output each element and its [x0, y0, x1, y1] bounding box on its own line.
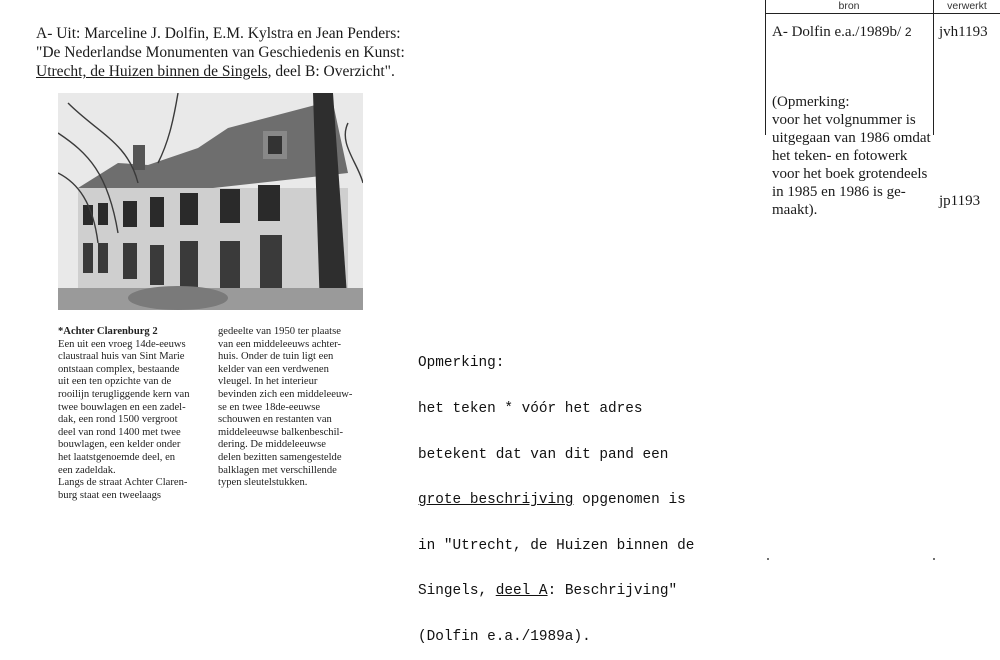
bron-value: A- Dolfin e.a./1989b/ — [772, 24, 902, 40]
source-citation — [36, 24, 456, 81]
source-title-underlined: Utrecht, de Huizen binnen de Singels — [36, 63, 268, 80]
note-line-4 — [418, 493, 718, 508]
stray-mark-right — [933, 558, 935, 560]
stray-mark-left — [767, 558, 769, 560]
note-line-1: Opmerking: — [418, 355, 505, 372]
note-line-6-rest: : Beschrijving" — [547, 583, 678, 600]
note-line-3: betekent dat van dit pand een — [418, 446, 669, 463]
caption-title: *Achter Clarenburg 2 — [58, 326, 158, 337]
header-bron: bron — [838, 0, 860, 12]
typed-note — [418, 326, 718, 660]
caption-text-1: Een uit een vroeg 14de-eeuws claustraal huis van Sint Marie ontstaan complex, bestaande uit een ten opzichte van de rooilijn terugliggende kern van twee bouwlagen en een zadel- dak, een rond 1500 vergroot deel van rond 1400 met twee bouwlagen, een kelder onder het laatstgenoemde deel, en een zadeldak. Langs de straat Achter Claren- burg staat een tweelaags — [58, 338, 190, 501]
note-line-6-start: Singels, — [418, 583, 496, 600]
note-line-6 — [418, 584, 718, 599]
note-line-4-rest: opgenomen is — [573, 492, 686, 509]
house-photo-icon — [58, 93, 363, 310]
source-line-2: "De Nederlandse Monumenten van Geschiedenis en Kunst: — [36, 44, 405, 61]
source-line-3 — [36, 62, 456, 81]
table-remark: (Opmerking: voor het volgnummer is uitgegaan van 1986 omdat het teken- en fotowerk voor het boek grotendeels in 1985 en 1986 is ge- maakt). — [772, 94, 931, 218]
bron-cell — [772, 23, 912, 41]
source-line-3-rest: , deel B: Overzicht". — [267, 63, 395, 80]
source-table — [765, 0, 1000, 270]
note-line-2: het teken * vóór het adres — [418, 401, 643, 418]
caption-column-1 — [58, 326, 208, 502]
note-underlined-deel: deel A — [495, 583, 548, 600]
house-photo — [58, 93, 363, 310]
verwerkt-value: jvh1193 — [939, 24, 988, 40]
note-line-7: (Dolfin e.a./1989a). — [418, 629, 591, 646]
second-verwerkt-value: jp1193 — [939, 193, 981, 209]
header-verwerkt: verwerkt — [947, 0, 987, 12]
source-line-1: A- Uit: Marceline J. Dolfin, E.M. Kylstra en Jean Penders: — [36, 25, 401, 42]
note-underlined-phrase: grote beschrijving — [418, 492, 574, 509]
note-line-5: in "Utrecht, de Huizen binnen de — [418, 537, 695, 554]
header-divider — [765, 13, 1000, 14]
table-left-border — [765, 0, 766, 135]
bron-number: 2 — [904, 25, 912, 39]
caption-column-2: gedeelte van 1950 ter plaatse van een middeleeuws achter- huis. Onder de tuin ligt een kelder van een verdwenen vleugel. In het interieur bevinden zich een middeleeuw- se en twee 18de-eeuwse schouwen en restanten van middeleeuwse balkenbeschil- dering. De middeleeuwse delen bezitten samengestelde balklagen met verschillende typen sleutelstukken. — [218, 326, 353, 489]
